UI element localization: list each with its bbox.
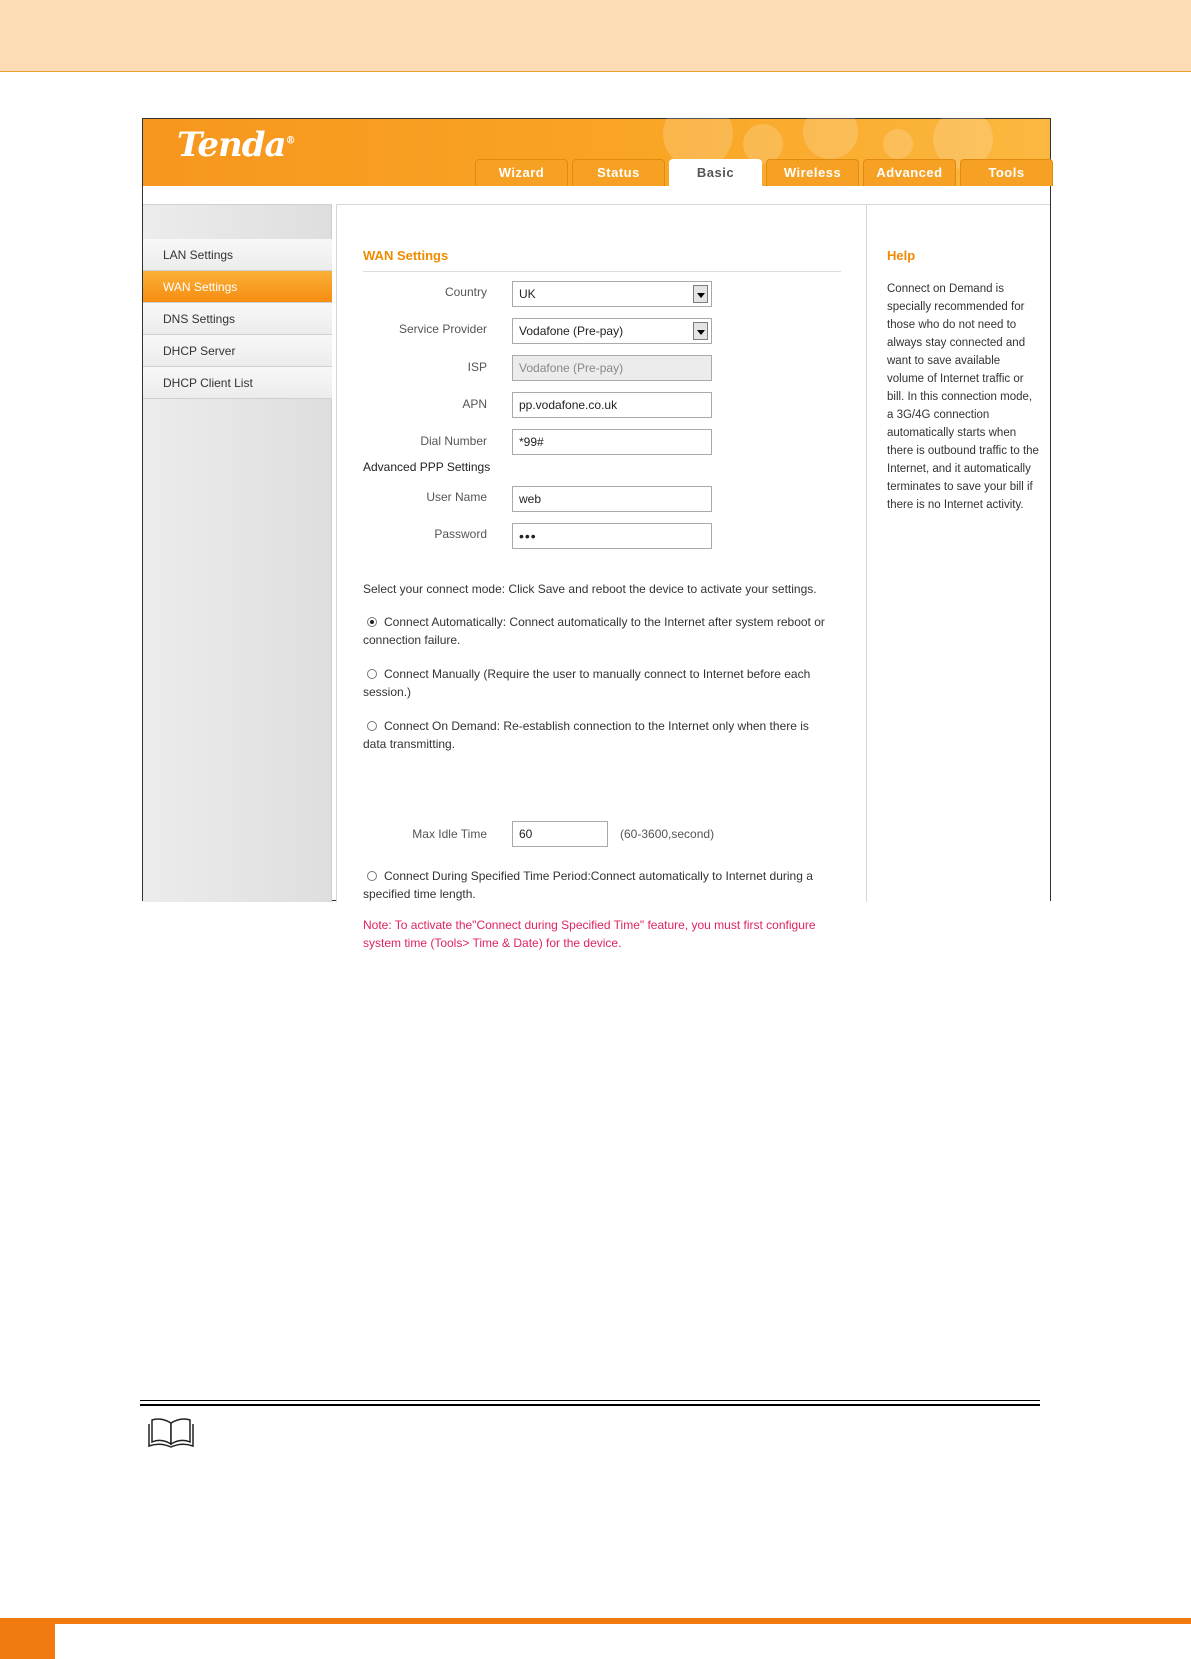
max-idle-hint: (60-3600,second) — [620, 827, 715, 841]
isp-label: ISP — [467, 360, 487, 374]
specified-time-note: Note: To activate the"Connect during Specified Time" feature, you must first configure system time (Tools> Time & Date) for the device. — [363, 918, 816, 950]
sidebar-item-dhcp-client-list[interactable]: DHCP Client List — [143, 367, 332, 399]
user-name-label: User Name — [426, 490, 487, 504]
isp-field: Vodafone (Pre-pay) — [512, 355, 712, 381]
password-label: Password — [434, 527, 487, 541]
tenda-logo: Tenda® — [177, 125, 295, 165]
note-divider-thin — [140, 1400, 1040, 1401]
mode-label-manual: Connect Manually (Require the user to manually connect to Internet before each session.) — [363, 667, 811, 699]
router-admin-window — [142, 118, 1051, 950]
banner-divider — [143, 186, 1050, 204]
apn-field[interactable]: pp.vodafone.co.uk — [512, 392, 712, 418]
country-select[interactable] — [512, 281, 712, 307]
tab-wizard[interactable]: Wizard — [475, 159, 568, 186]
dial-number-label: Dial Number — [420, 434, 487, 448]
chevron-down-icon — [693, 285, 708, 303]
wan-settings-panel — [336, 204, 866, 950]
connect-mode-intro: Select your connect mode: Click Save and reboot the device to activate your settings. — [363, 582, 817, 596]
advanced-ppp-heading: Advanced PPP Settings — [363, 460, 491, 474]
tab-advanced[interactable]: Advanced — [863, 159, 956, 186]
tab-tools[interactable]: Tools — [960, 159, 1053, 186]
service-provider-select[interactable] — [512, 318, 712, 344]
apn-label: APN — [462, 397, 487, 411]
mode-label-automatic: Connect Automatically: Connect automatically to the Internet after system reboot or connection failure. — [363, 615, 825, 647]
document-header-band — [0, 0, 1191, 72]
dial-number-field[interactable]: *99# — [512, 429, 712, 455]
max-idle-label: Max Idle Time — [412, 827, 487, 841]
radio-connect-specified-time[interactable] — [367, 871, 377, 881]
password-field[interactable]: ••• — [512, 523, 712, 549]
country-label: Country — [444, 285, 487, 299]
mode-option-on-demand[interactable] — [363, 717, 833, 753]
note-divider-thick — [140, 1404, 1040, 1406]
mode-label-specified-time: Connect During Specified Time Period:Connect automatically to Internet during a specified time length. — [363, 869, 813, 901]
mode-label-on-demand: Connect On Demand: Re-establish connection to the Internet only when there is data transmitting. — [363, 719, 809, 751]
sidebar — [143, 204, 332, 902]
book-icon — [146, 1416, 196, 1450]
title-divider — [363, 271, 841, 272]
country-value: UK — [519, 287, 536, 301]
sidebar-item-wan-settings[interactable]: WAN Settings — [143, 271, 332, 303]
tab-wireless[interactable]: Wireless — [766, 159, 859, 186]
service-provider-value: Vodafone (Pre-pay) — [519, 324, 624, 338]
radio-connect-automatically[interactable] — [367, 617, 377, 627]
radio-connect-on-demand[interactable] — [367, 721, 377, 731]
sidebar-item-lan-settings[interactable]: LAN Settings — [143, 239, 332, 271]
tab-basic[interactable]: Basic — [669, 159, 762, 186]
footer-bar — [0, 1618, 1191, 1624]
help-title: Help — [887, 248, 916, 263]
max-idle-field[interactable]: 60 — [512, 821, 608, 847]
radio-connect-manually[interactable] — [367, 669, 377, 679]
service-provider-label: Service Provider — [398, 322, 487, 336]
tab-status[interactable]: Status — [572, 159, 665, 186]
chevron-down-icon — [693, 322, 708, 340]
page-number-box — [0, 1624, 55, 1659]
help-text: Connect on Demand is specially recommended for those who do not need to always stay connected and want to save available volume of Internet traffic or bill. In this connection mode, a 3G/4G connection automatically starts when there is outbound traffic to the Internet, and it automatically terminates to save your bill if there is no Internet activity. — [887, 283, 1039, 511]
mode-option-automatic[interactable] — [363, 613, 833, 649]
main-tabs — [475, 159, 1057, 186]
page-title: WAN Settings — [363, 248, 449, 263]
sidebar-item-dhcp-server[interactable]: DHCP Server — [143, 335, 332, 367]
sidebar-item-dns-settings[interactable]: DNS Settings — [143, 303, 332, 335]
mode-option-specified-time[interactable] — [363, 867, 833, 903]
mode-option-manual[interactable] — [363, 665, 833, 701]
top-banner — [143, 119, 1050, 186]
user-name-field[interactable]: web — [512, 486, 712, 512]
help-panel — [866, 204, 1050, 902]
